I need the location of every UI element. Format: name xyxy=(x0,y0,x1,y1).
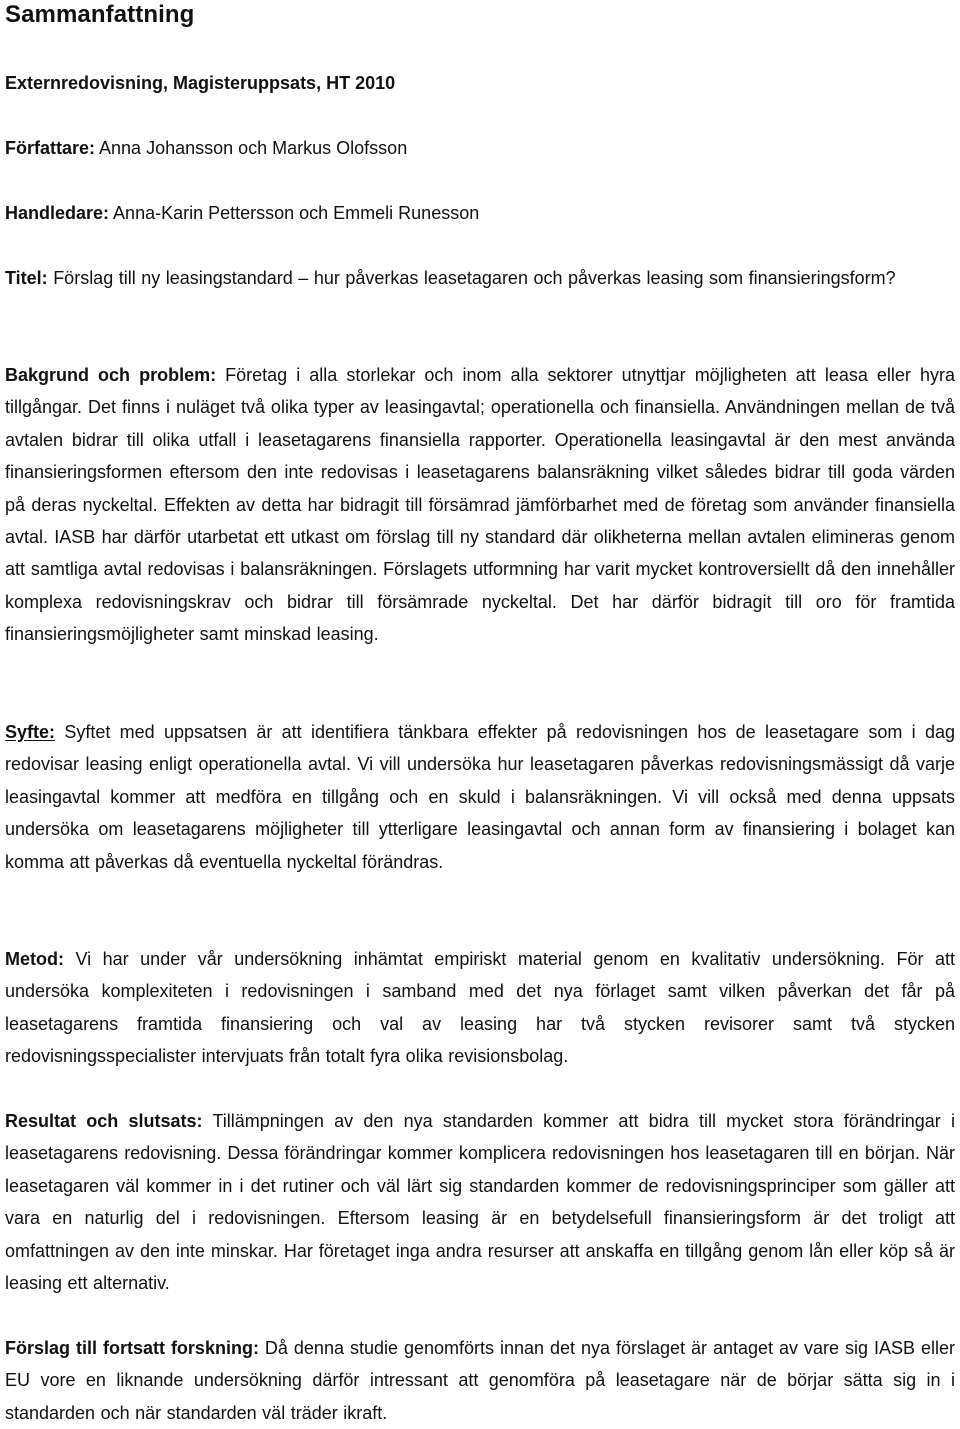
authors-label: Författare: xyxy=(5,138,96,158)
purpose-text: Syftet med uppsatsen är att identifiera tänkbara effekter på redovisningen hos de leasetagare som i dag redovisar leasing enligt operationella avtal. Vi vill undersöka hur leasetagaren påverkas redovisningsmässigt då varje leasingavtal kommer att medföra en tillgång och en skuld i balansräkningen. Vi vill också med denna uppsats undersöka om leasetagarens möjligheter till ytterligare leasingavtal och annan form av finansiering i bolaget kan komma att påverkas då eventuella nyckeltal förändras. xyxy=(5,722,955,872)
results-paragraph xyxy=(5,1105,955,1299)
page-title: Sammanfattning xyxy=(5,1,195,28)
purpose-label: Syfte: xyxy=(5,722,56,742)
purpose-paragraph xyxy=(5,716,955,878)
background-text: Företag i alla storlekar och inom alla sektorer utnyttjar möjligheten att leasa eller hyra tillgångar. Det finns i nuläget två olika typer av leasingavtal; operationella och finansiella. Användningen mellan de två avtalen bidrar till olika utfall i leasetagarens finansiella rapporter. Operationella leasingavtal är den mest använda finansieringsformen eftersom den inte redovisas i leasetagarens balansräkning vilket således bidrar till goda värden på deras nyckeltal. Effekten av detta har bidragit till försämrad jämförbarhet med de företag som använder finansiella avtal. IASB har därför utarbetat ett utkast om förslag till ny standard där olikheterna mellan avtalen elimineras genom att samtliga avtal redovisas i balansräkningen. Förslagets utformning har varit mycket kontroversiellt då den innehåller komplexa redovisningskrav och bidrar till försämrade nyckeltal. Det har därför bidragit till oro för framtida finansieringsmöjligheter samt minskad leasing. xyxy=(5,365,955,645)
background-paragraph xyxy=(5,359,955,651)
results-text: Tillämpningen av den nya standarden kommer att bidra till mycket stora förändringar i leasetagarens redovisning. Dessa förändringar kommer komplicera redovisningen hos leasetagaren till en början. När leasetagaren väl kommer in i det rutiner och väl lärt sig standarden kommer de redovisningsprinciper som gäller att vara en naturlig del i redovisningen. Eftersom leasing är en betydelsefull finansieringsform är det troligt att omfattningen av den inte minskar. Har företaget inga andra resurser att anskaffa en tillgång genom lån eller köp så är leasing ett alternativ. xyxy=(5,1111,955,1294)
title-value: Förslag till ny leasingstandard – hur påverkas leasetagaren och påverkas leasing som finansieringsform? xyxy=(53,268,896,288)
results-label: Resultat och slutsats: xyxy=(5,1111,203,1131)
future-research-text: Då denna studie genomförts innan det nya förslaget är antaget av vare sig IASB eller EU vore en liknande undersökning därför intressant att genomföra på leasetagare när de börjar sätta sig in i standarden och när standarden väl träder ikraft. xyxy=(5,1338,955,1423)
future-research-paragraph xyxy=(5,1332,955,1429)
course-info: Externredovisning, Magisteruppsats, HT 2010 xyxy=(5,73,396,93)
future-research-label: Förslag till fortsatt forskning: xyxy=(5,1338,259,1358)
supervisors-label: Handledare: xyxy=(5,203,110,223)
title-label: Titel: xyxy=(5,268,48,288)
method-text: Vi har under vår undersökning inhämtat empiriskt material genom en kvalitativ undersökning. För att undersöka komplexiteten i redovisningen i samband med det nya förlaget samt vilken påverkan det får på leasetagarens framtida finansiering och val av leasing har två stycken revisorer samt två stycken redovisningsspecialister intervjuats från totalt fyra olika revisionsbolag. xyxy=(5,949,955,1067)
method-label: Metod: xyxy=(5,949,64,969)
method-paragraph xyxy=(5,943,955,1073)
supervisors-value: Anna-Karin Pettersson och Emmeli Runesson xyxy=(113,203,480,223)
authors-line xyxy=(5,135,407,161)
supervisors-line xyxy=(5,200,479,226)
background-label: Bakgrund och problem: xyxy=(5,365,217,385)
title-paragraph xyxy=(5,262,955,294)
authors-value: Anna Johansson och Markus Olofsson xyxy=(99,138,408,158)
